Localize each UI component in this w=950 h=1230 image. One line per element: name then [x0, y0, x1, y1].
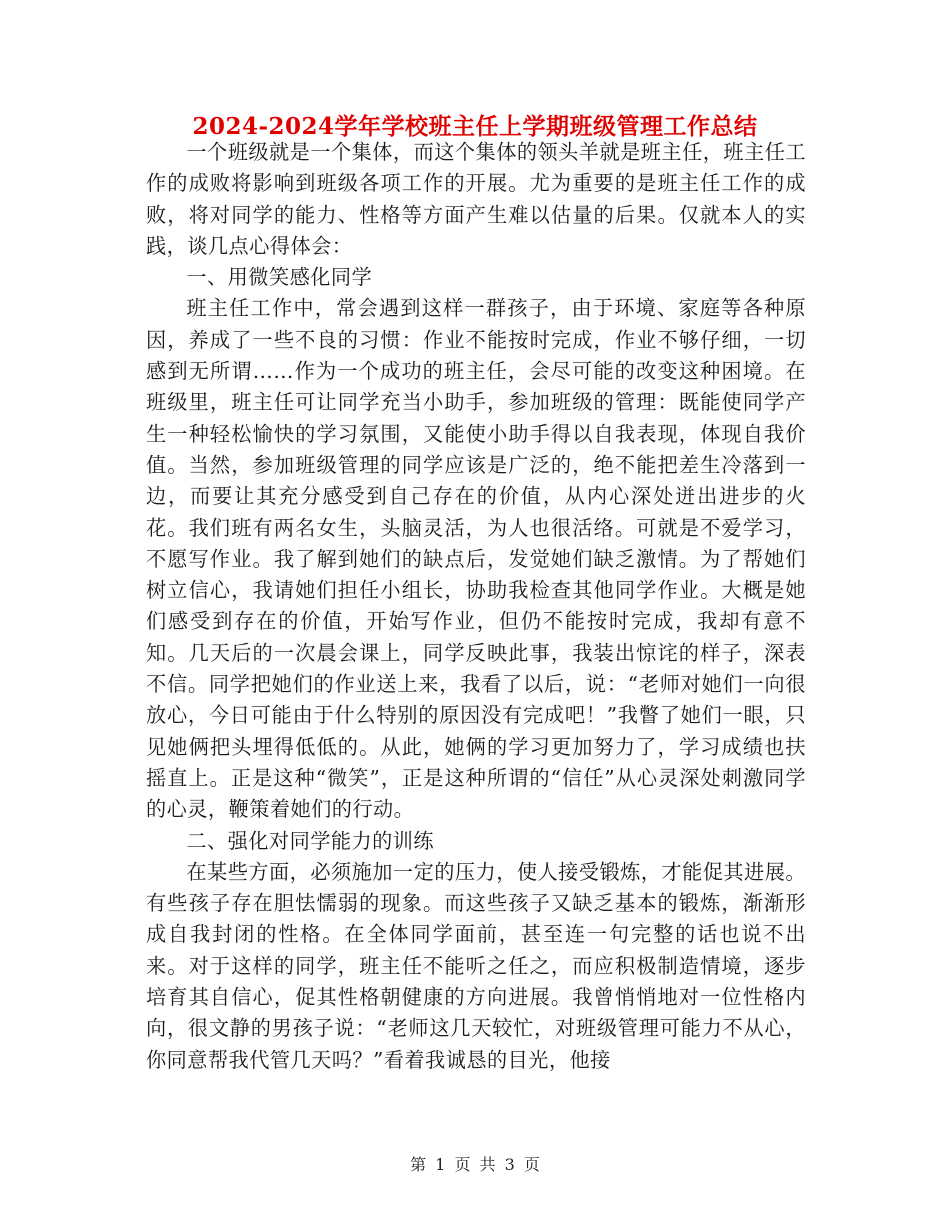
document-title: 2024-2024学年学校班主任上学期班级管理工作总结 [192, 113, 758, 140]
page-number-footer: 第 1 页 共 3 页 [410, 1155, 540, 1174]
section-heading-2: 二、强化对同学能力的训练 [186, 828, 435, 853]
document-body [146, 137, 806, 1076]
paragraph-intro: 一个班级就是一个集体，而这个集体的领头羊就是班主任，班主任工作的成败将影响到班级各项工作的开展。尤为重要的是班主任工作的成败，将对同学的能力、性格等方面产生难以估量的后果。仅就本人的实践，谈几点心得体会： [146, 140, 806, 258]
section-heading-1: 一、用微笑感化同学 [186, 265, 373, 290]
paragraph-section-2: 在某些方面，必须施加一定的压力，使人接受锻炼，才能促其进展。有些孩子存在胆怯懦弱的现象。而这些孩子又缺乏基本的锻炼，渐渐形成自我封闭的性格。在全体同学面前，甚至连一句完整的话也说不出来。对于这样的同学，班主任不能听之任之，而应积极制造情境，逐步培育其自信心，促其性格朝健康的方向进展。我曾悄悄地对一位性格内向，很文静的男孩子说：“老师这几天较忙，对班级管理可能力不从心，你同意帮我代管几天吗？”看着我诚恳的目光，他接 [146, 859, 806, 1072]
paragraph-section-1: 班主任工作中，常会遇到这样一群孩子，由于环境、家庭等各种原因，养成了一些不良的习惯：作业不能按时完成，作业不够仔细，一切感到无所谓……作为一个成功的班主任，会尽可能的改变这种困境。在班级里，班主任可让同学充当小助手，参加班级的管理：既能使同学产生一种轻松愉快的学习氛围，又能使小助手得以自我表现，体现自我价值。当然，参加班级管理的同学应该是广泛的，绝不能把差生冷落到一边，而要让其充分感受到自己存在的价值，从内心深处迸出进步的火花。我们班有两名女生，头脑灵活，为人也很活络。可就是不爱学习，不愿写作业。我了解到她们的缺点后，发觉她们缺乏激情。为了帮她们树立信心，我请她们担任小组长，协助我检查其他同学作业。大概是她们感受到存在的价值，开始写作业，但仍不能按时完成，我却有意不知。几天后的一次晨会课上，同学反映此事，我装出惊诧的样子，深表不信。同学把她们的作业送上来，我看了以后，说：“老师对她们一向很放心，今日可能由于什么特别的原因没有完成吧！”我瞥了她们一眼，只见她俩把头埋得低低的。从此，她俩的学习更加努力了，学习成绩也扶摇直上。正是这种“微笑”，正是这种所谓的“信任”从心灵深处刺激同学的心灵，鞭策着她们的行动。 [146, 296, 806, 822]
